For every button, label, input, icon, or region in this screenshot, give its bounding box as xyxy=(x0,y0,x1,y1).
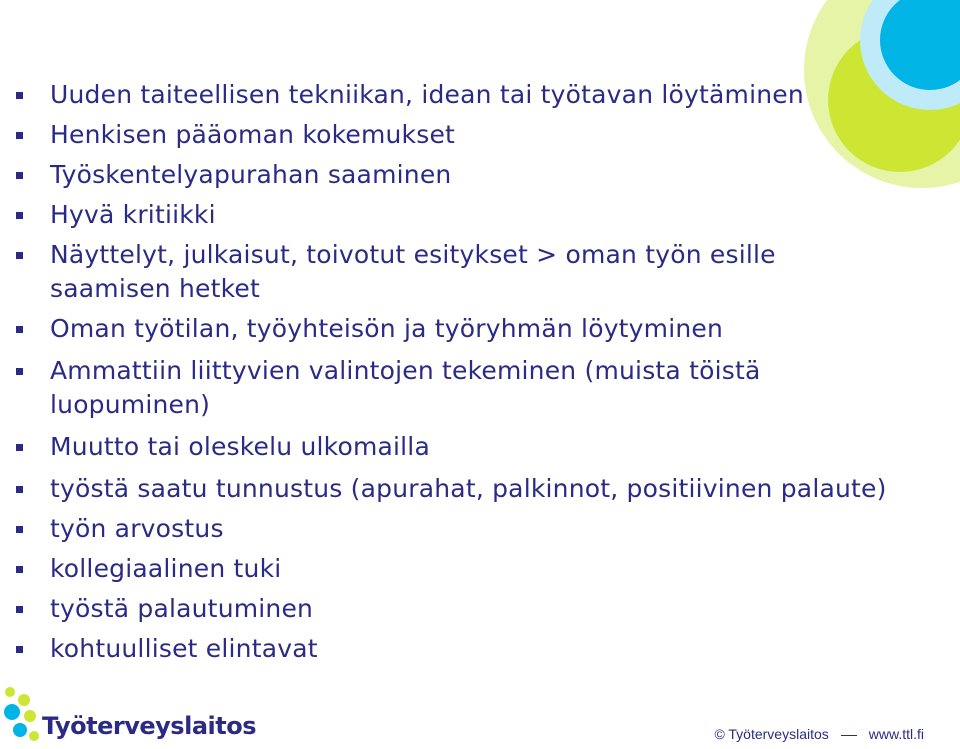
copyright-text: © Työterveyslaitos xyxy=(714,726,829,742)
footer xyxy=(714,726,924,742)
bullet-icon xyxy=(16,326,23,333)
website-link[interactable]: www.ttl.fi xyxy=(868,726,924,742)
list-item: Henkisen pääoman kokemukset xyxy=(16,118,896,152)
bullet-icon xyxy=(16,92,23,99)
list-item: Työskentelyapurahan saaminen xyxy=(16,158,896,192)
bullet-icon xyxy=(16,252,23,259)
list-item: Oman työtilan, työyhteisön ja työryhmän löytyminen xyxy=(16,312,896,346)
bullet-list xyxy=(16,78,896,666)
list-item: työstä palautuminen xyxy=(16,592,896,626)
bullet-icon xyxy=(16,368,23,375)
list-item: Muutto tai oleskelu ulkomailla xyxy=(16,430,896,464)
bullet-icon xyxy=(16,646,23,653)
bullet-icon xyxy=(16,606,23,613)
list-item: Ammattiin liittyvien valintojen tekeminen (muista töistä luopuminen) xyxy=(16,354,896,422)
bullet-icon xyxy=(16,486,23,493)
list-item: työstä saatu tunnustus (apurahat, palkinnot, positiivinen palaute) xyxy=(16,472,896,506)
bullet-icon xyxy=(16,132,23,139)
list-item: kollegiaalinen tuki xyxy=(16,552,896,586)
bullet-icon xyxy=(16,172,23,179)
list-item: Uuden taiteellisen tekniikan, idean tai työtavan löytäminen xyxy=(16,78,896,112)
list-item: työn arvostus xyxy=(16,512,896,546)
bullet-icon xyxy=(16,566,23,573)
list-item: kohtuulliset elintavat xyxy=(16,632,896,666)
divider xyxy=(841,735,857,736)
logo-text: Työterveyslaitos xyxy=(42,712,256,740)
list-item: Hyvä kritiikki xyxy=(16,198,896,232)
list-item: Näyttelyt, julkaisut, toivotut esitykset > oman työn esille saamisen hetket xyxy=(16,238,896,306)
bullet-icon xyxy=(16,444,23,451)
bullet-icon xyxy=(16,212,23,219)
bullet-icon xyxy=(16,526,23,533)
